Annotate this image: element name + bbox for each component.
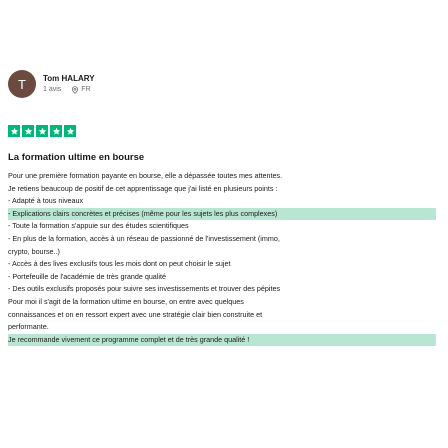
review-line: - Toute la formation s'appuie sur des études scientifiques [8,221,189,231]
review-line: performante. [8,322,49,332]
review-line: - En plus de la formation, accès à un réseau de passionné de l'investissement (immo, [8,233,280,243]
star-icon [8,125,20,137]
star-icon [36,125,48,137]
star-rating [8,125,78,137]
country-code: FR [81,85,91,93]
review-line: Pour une première formation payante en bourse, elle a dépassée toutes mes attentes. [8,171,283,180]
reviewer-info [43,73,95,96]
reviewer-name[interactable]: Tom HALARY [43,73,95,83]
star-icon [22,125,34,137]
review-count: 1 avis [43,85,62,93]
review-line: - Des outils exclusifs proposés pour suivre ses investissements et trouver des pépites [8,284,281,294]
location-pin-icon [71,86,79,94]
star-icon [50,125,62,137]
avatar[interactable]: T [8,70,36,98]
review-body [8,170,438,346]
review-line: - Portefeuille de l'académie de très grande qualité [8,271,166,281]
review-title[interactable]: La formation ultime en bourse [8,152,145,163]
highlighted-review-line: - Explications clairs concrètes et précises (même pour les sujets les plus complexes) [8,208,436,221]
highlighted-review-line: Je recommande vivement ce programme complet et de très grande qualité ! [8,334,436,347]
review-line: Pour moi il s'agit de la formation ultime en bourse, on entre avec quelques [8,296,244,306]
review-line: Je retiens beaucoup de positif de cet apprentissage que j'ai listé en plusieurs points : [8,183,278,193]
review-line: - Adapté à tous niveaux [8,196,84,206]
review-line: - Accès à des lives exclusifs tous les mois dont on peut choisir le sujet [8,259,231,269]
review-line: crypto, bourse..) [8,246,60,256]
reviewer-meta [43,84,95,96]
review-line: connaissances et on en ressort expert avec une stratégie clair bien construite et [8,309,263,319]
reviewer-header [8,70,95,98]
star-icon [64,125,76,137]
